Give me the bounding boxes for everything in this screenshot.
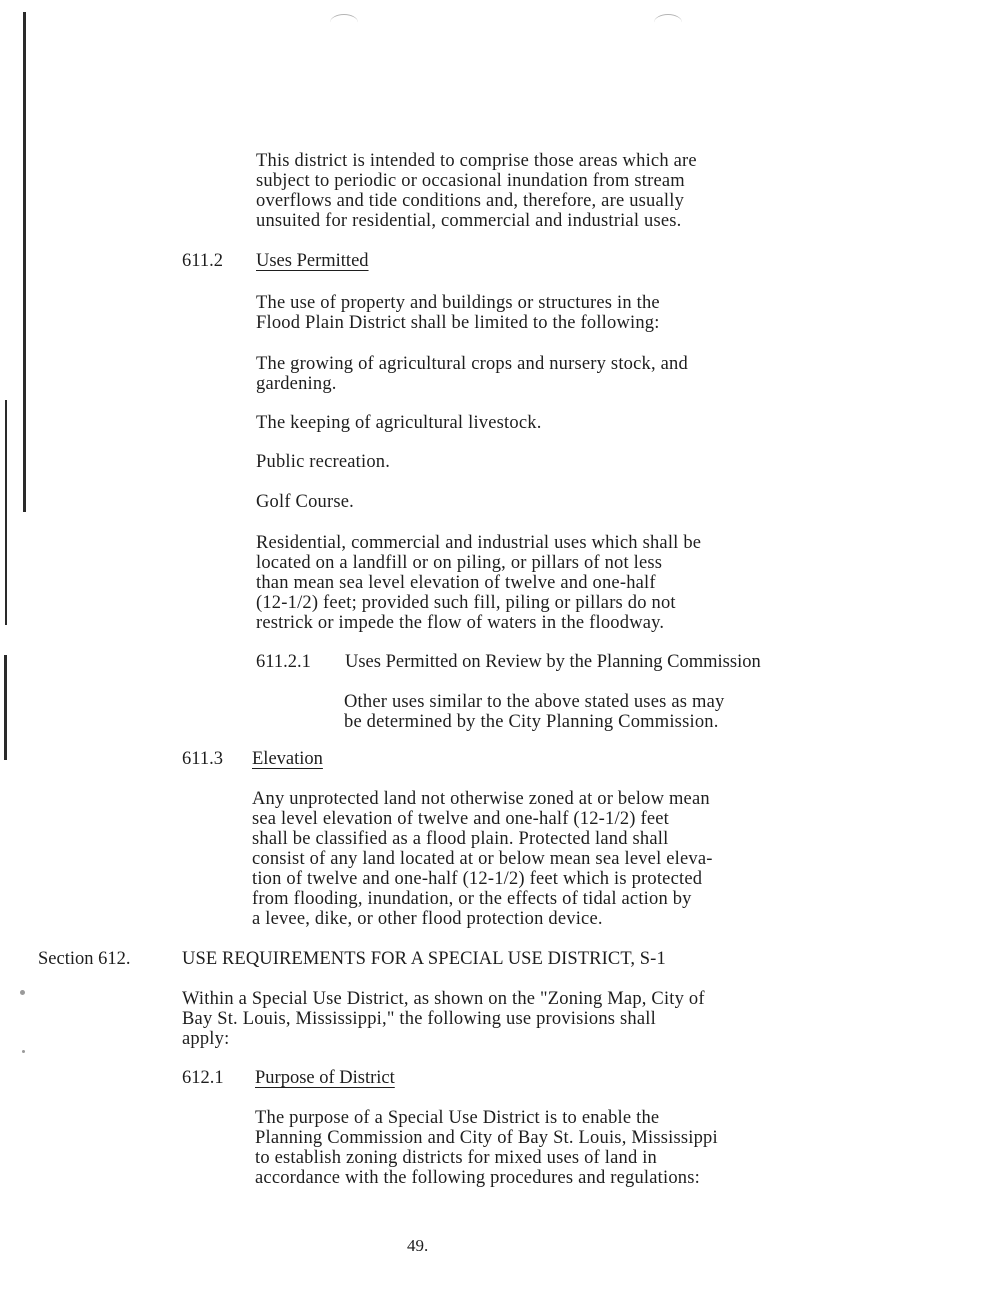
section-heading-uses-on-review: Uses Permitted on Review by the Planning Commission bbox=[345, 652, 761, 672]
text-line: located on a landfill or on piling, or pillars of not less bbox=[256, 553, 663, 573]
text-line: subject to periodic or occasional inundation from stream bbox=[256, 171, 685, 191]
permitted-use-item: The keeping of agricultural livestock. bbox=[256, 413, 542, 433]
section-heading-elevation: Elevation bbox=[252, 749, 323, 769]
text-line: Within a Special Use District, as shown on the "Zoning Map, City of bbox=[182, 989, 705, 1009]
scan-edge-line bbox=[5, 400, 7, 625]
section-number-611-3: 611.3 bbox=[182, 749, 223, 769]
section-heading-uses-permitted: Uses Permitted bbox=[256, 251, 369, 271]
text-line: (12-1/2) feet; provided such fill, piling or pillars do not bbox=[256, 593, 676, 613]
text-line: Bay St. Louis, Mississippi," the following use provisions shall bbox=[182, 1009, 656, 1029]
text-line: from flooding, inundation, or the effects of tidal action by bbox=[252, 889, 692, 909]
text-line: accordance with the following procedures and regulations: bbox=[255, 1168, 700, 1188]
punch-hole-mark bbox=[654, 14, 682, 31]
purpose-paragraph bbox=[255, 1108, 718, 1188]
text-line: be determined by the City Planning Commission. bbox=[344, 712, 719, 732]
text-line: tion of twelve and one-half (12-1/2) feet which is protected bbox=[252, 869, 703, 889]
section-number-611-2-1: 611.2.1 bbox=[256, 652, 311, 672]
text-line: than mean sea level elevation of twelve and one-half bbox=[256, 573, 656, 593]
text-line: The growing of agricultural crops and nursery stock, and bbox=[256, 354, 688, 374]
section-number-612-1: 612.1 bbox=[182, 1068, 224, 1088]
text-line: Flood Plain District shall be limited to the following: bbox=[256, 313, 660, 333]
text-line: Residential, commercial and industrial uses which shall be bbox=[256, 533, 702, 553]
scan-speck bbox=[20, 990, 25, 995]
page-number: 49. bbox=[407, 1236, 429, 1255]
section-number-611-2: 611.2 bbox=[182, 251, 223, 271]
text-line: This district is intended to comprise those areas which are bbox=[256, 151, 697, 171]
text-line: unsuited for residential, commercial and industrial uses. bbox=[256, 211, 682, 231]
text-line: The purpose of a Special Use District is to enable the bbox=[255, 1108, 660, 1128]
text-line: Planning Commission and City of Bay St. Louis, Mississippi bbox=[255, 1128, 718, 1148]
permitted-use-item: Public recreation. bbox=[256, 452, 391, 472]
permitted-use-item: Golf Course. bbox=[256, 492, 354, 512]
text-line: overflows and tide conditions and, therefore, are usually bbox=[256, 191, 685, 211]
text-line: consist of any land located at or below mean sea level eleva- bbox=[252, 849, 713, 869]
text-line: shall be classified as a flood plain. Protected land shall bbox=[252, 829, 669, 849]
text-line: to establish zoning districts for mixed uses of land in bbox=[255, 1148, 658, 1168]
elevation-paragraph bbox=[252, 789, 713, 929]
text-line: a levee, dike, or other flood protection device. bbox=[252, 909, 603, 929]
intro-paragraph bbox=[256, 151, 697, 231]
permitted-use-item bbox=[256, 533, 701, 633]
text-line: apply: bbox=[182, 1029, 230, 1049]
text-line: gardening. bbox=[256, 374, 337, 394]
punch-hole-mark bbox=[330, 14, 358, 31]
uses-on-review-paragraph bbox=[344, 692, 724, 732]
section-heading-purpose-of-district: Purpose of District bbox=[255, 1068, 395, 1088]
uses-permitted-lead bbox=[256, 293, 660, 333]
text-line: restrick or impede the flow of waters in the floodway. bbox=[256, 613, 665, 633]
permitted-use-item bbox=[256, 354, 688, 394]
scan-speck bbox=[22, 1050, 25, 1053]
text-line: The use of property and buildings or structures in the bbox=[256, 293, 660, 313]
scan-edge-line bbox=[4, 655, 7, 760]
section-heading-612: USE REQUIREMENTS FOR A SPECIAL USE DISTRICT, S-1 bbox=[182, 949, 666, 969]
section-612-paragraph bbox=[182, 989, 705, 1049]
section-label-612: Section 612. bbox=[38, 949, 131, 969]
text-line: Other uses similar to the above stated uses as may bbox=[344, 692, 725, 712]
text-line: Any unprotected land not otherwise zoned at or below mean bbox=[252, 789, 710, 809]
scan-edge-line bbox=[23, 12, 26, 512]
text-line: sea level elevation of twelve and one-half (12-1/2) feet bbox=[252, 809, 669, 829]
